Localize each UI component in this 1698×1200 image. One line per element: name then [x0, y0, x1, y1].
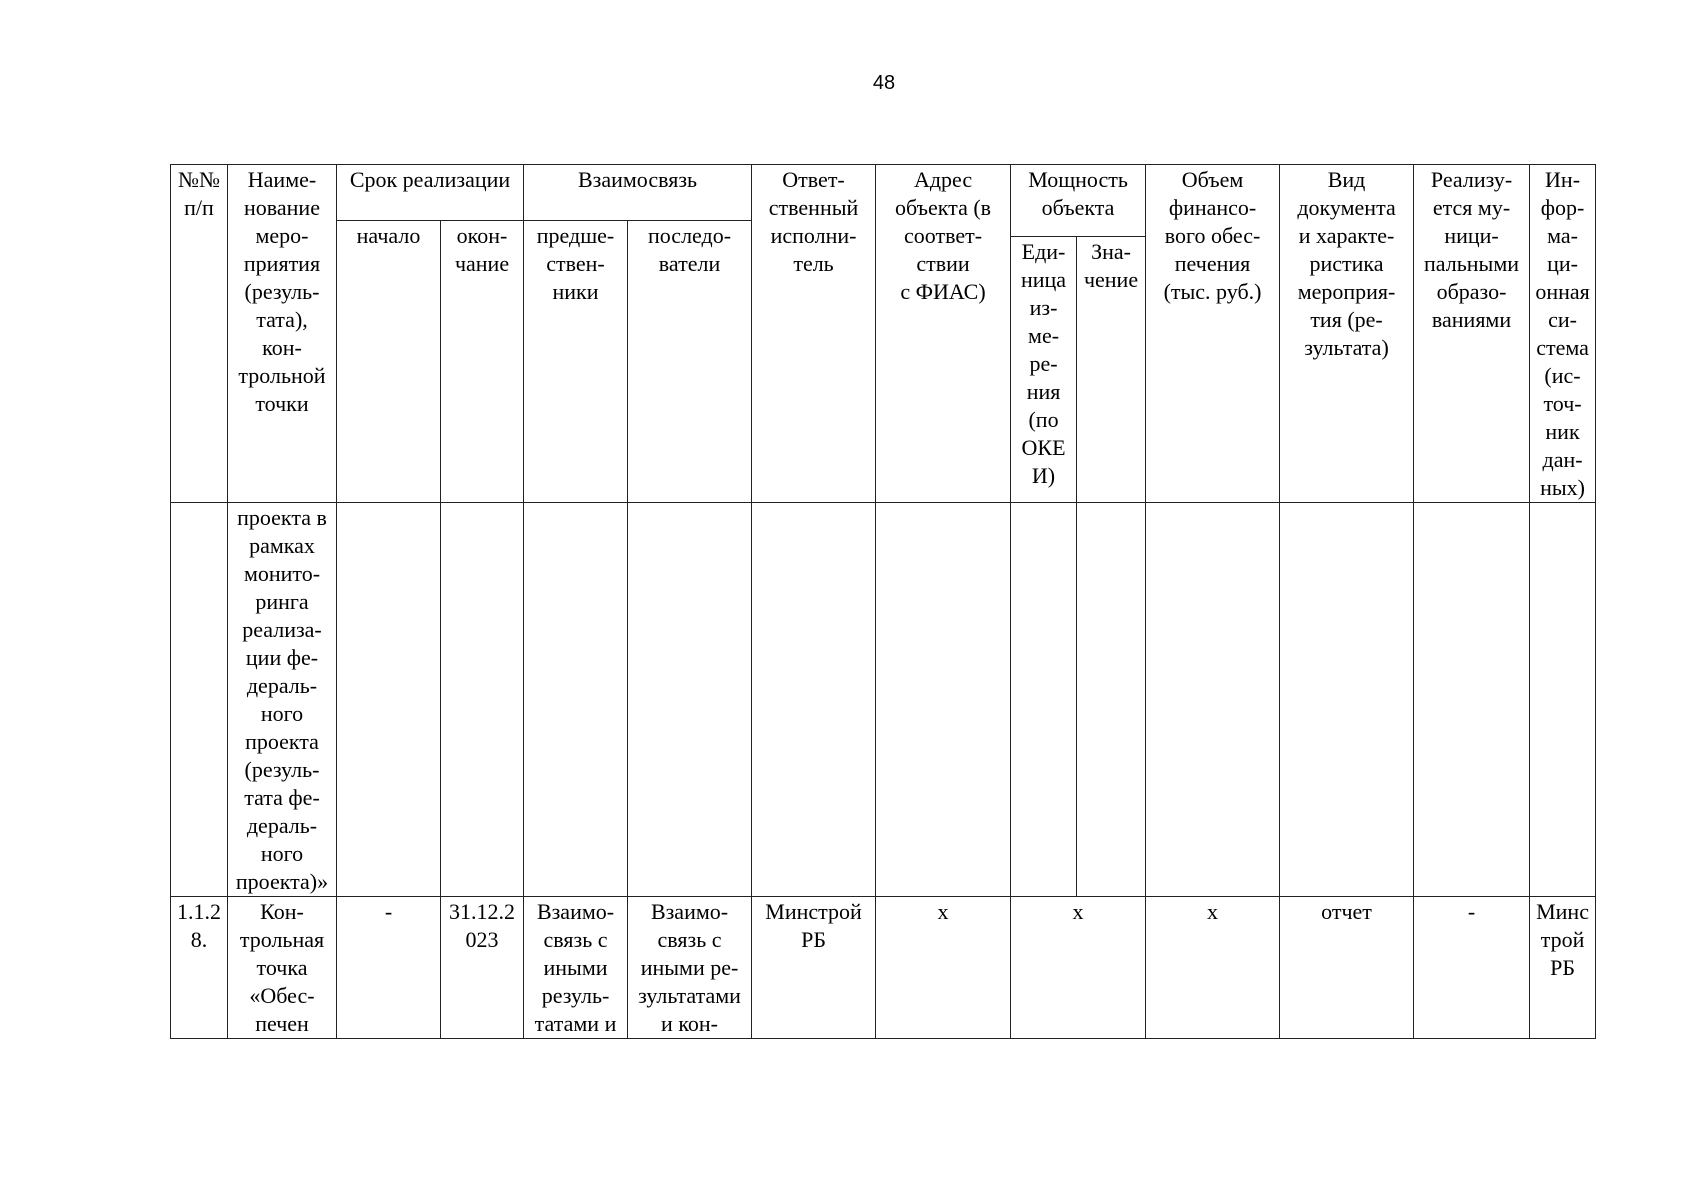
header-responsible: Ответ- ственный исполни- тель: [752, 165, 876, 503]
header-link: Взаимосвязь: [524, 165, 752, 221]
cell-empty: [876, 503, 1011, 897]
cell-start: -: [337, 897, 441, 1039]
header-info-system: Ин- фор- ма- ци- онная си- стема (ис- точ- ник дан- ных): [1530, 165, 1596, 503]
cell-doc-type: отчет: [1280, 897, 1414, 1039]
header-address: Адрес объекта (в соответ- ствии с ФИАС): [876, 165, 1011, 503]
cell-capacity: х: [1011, 897, 1146, 1039]
cell-empty: [1280, 503, 1414, 897]
table-row-continuation: [171, 503, 1596, 897]
header-doc-type: Вид документа и характе- ристика мероприя- тия (ре- зультата): [1280, 165, 1414, 503]
page-number: 48: [872, 72, 896, 94]
cell-empty: [752, 503, 876, 897]
cell-finance: х: [1146, 897, 1280, 1039]
header-finance: Объем финансо- вого обес- печения (тыс. руб.): [1146, 165, 1280, 503]
header-term-end: окон- чание: [441, 221, 524, 503]
cell-empty: [1146, 503, 1280, 897]
cell-info-system: Минс трой РБ: [1530, 897, 1596, 1039]
measures-table: [170, 164, 1596, 1039]
cell-end: 31.12.2 023: [441, 897, 524, 1039]
cell-name: Кон- трольная точка «Обес- печен: [228, 897, 337, 1039]
header-capacity: Мощность объекта: [1011, 165, 1146, 237]
header-municipal: Реализу- ется му- ници- пальными образо- ваниями: [1414, 165, 1530, 503]
cell-empty: [337, 503, 441, 897]
cell-empty: [1011, 503, 1077, 897]
cell-responsible: Минстрой РБ: [752, 897, 876, 1039]
header-link-prev: предше- ствен- ники: [524, 221, 628, 503]
header-capacity-value: Зна- чение: [1077, 237, 1146, 503]
header-term-start: начало: [337, 221, 441, 503]
header-link-next: последо- ватели: [628, 221, 752, 503]
cell-empty: [628, 503, 752, 897]
cell-num: 1.1.2 8.: [171, 897, 228, 1039]
cell-empty: [441, 503, 524, 897]
cell-prev: Взаимо- связь с иными резуль- татами и: [524, 897, 628, 1039]
table-row-1-1-28: [171, 897, 1596, 1039]
cell-empty: [1530, 503, 1596, 897]
cell-municipal: -: [1414, 897, 1530, 1039]
cell-next: Взаимо- связь с иными ре- зультатами и кон-: [628, 897, 752, 1039]
cell-empty: [1414, 503, 1530, 897]
header-term: Срок реализации: [337, 165, 524, 221]
cell-address: х: [876, 897, 1011, 1039]
header-row-1: [171, 165, 1596, 221]
cell-empty: [171, 503, 228, 897]
header-name: Наиме- нование меро- приятия (резуль- тата), кон- трольной точки: [228, 165, 337, 503]
header-capacity-unit: Еди- ница из- ме- ре- ния (по ОКЕ И): [1011, 237, 1077, 503]
header-num: №№ п/п: [171, 165, 228, 503]
cell-name-continuation: проекта в рамках монито- ринга реализа- ции фе- дераль- ного проекта (резуль- тата фе- дераль- ного проекта)»: [228, 503, 337, 897]
cell-empty: [1077, 503, 1146, 897]
cell-empty: [524, 503, 628, 897]
